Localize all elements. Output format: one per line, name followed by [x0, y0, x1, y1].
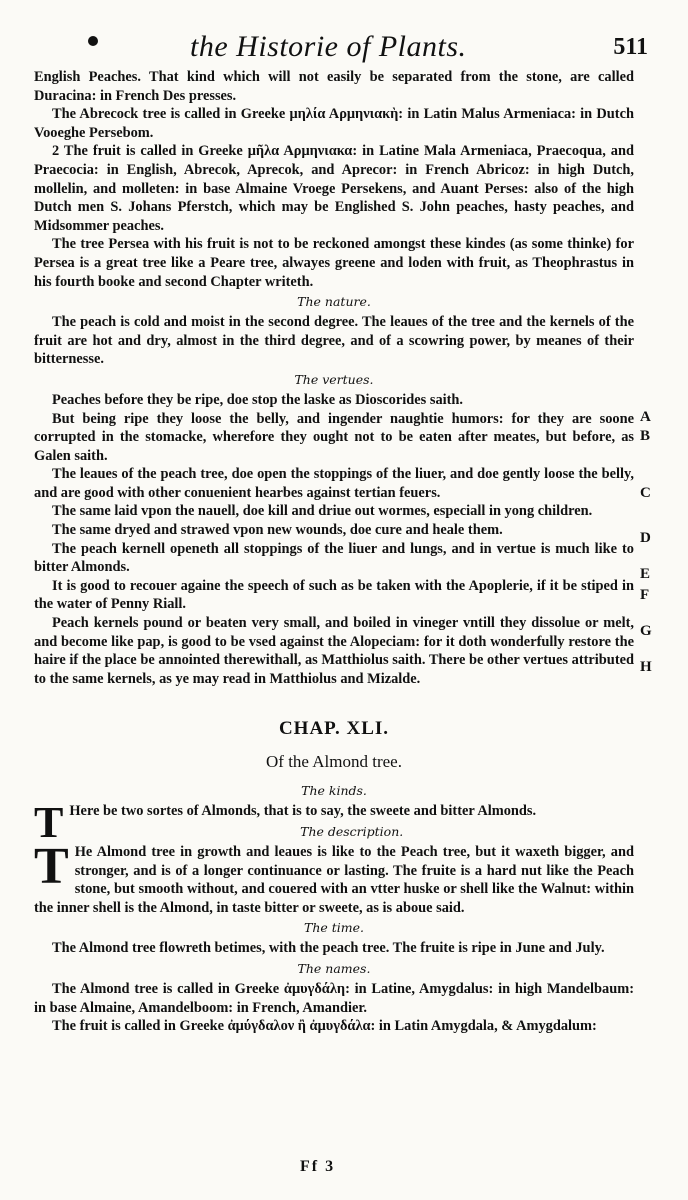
chapter-number: CHAP. XLI. [278, 718, 390, 740]
paragraph-time: The Almond tree flowreth betimes, with the peach tree. The fruite is ripe in June and July. [52, 940, 605, 957]
kinds-text: Here be two sortes of Almonds, that is to say, the sweete and bitter Almonds. [69, 803, 537, 820]
paragraph-names-fruit: The fruit is called in Greeke ἀμύγδαλον ἢ ἀμυγδάλα: in Latin Amygdala, & Amygdalum: [52, 1018, 597, 1035]
heading-time: The time. [303, 920, 364, 936]
paragraph-abrecock-names: The Abrecock tree is called in Greeke μηλία Αρμηνιακὴ: in Latin Malus Armeniaca: in Dutch Vooeghe Persebom. [34, 106, 634, 141]
heading-nature: The nature. [297, 294, 371, 310]
heading-vertues: The vertues. [294, 371, 374, 387]
vertue-g: It is good to recouer againe the speech of such as be taken with the Apoplerie, if it be stiped in the water of Penny Riall. [34, 577, 634, 613]
margin-letter-g: G [640, 623, 652, 639]
running-title: the Historie of Plants. [190, 30, 467, 63]
drop-cap-kinds: T [34, 798, 64, 848]
chapter-title: Of the Almond tree. [266, 752, 402, 772]
paragraph-nature: The peach is cold and moist in the second degree. The leaues of the tree and the kernels of the fruit are hot and dry, almost in the third degree, and of a scowring power, by meanes of their bitternesse. [34, 314, 634, 368]
paragraph-persea: The tree Persea with his fruit is not to be reckoned amongst these kindes (as some thinke) for Persea is a great tree like a Peare tree, alwayes greene and loden with fruit, as Theophrastus in his fourth booke and second Chapter writeth. [34, 236, 634, 290]
vertue-d: The same laid vpon the nauell, doe kill and driue out wormes, especiall in yong children. [52, 503, 593, 520]
margin-letter-e: E [640, 566, 651, 582]
margin-letter-c: C [640, 485, 651, 501]
margin-letter-d: D [640, 530, 651, 546]
vertue-h: Peach kernels pound or beaten very small, and boiled in vineger vntill they dissolue or melt, and become like pap, is good to be vsed against the Alopeciam: for it doth wonderfully restore the haire if the place be annointed therewithall, as Matthiolus saith. There be other vertues attributed to the same kernels, as ye may read in Matthiolus and Mizalde. [34, 615, 634, 687]
signature-mark: Ff 3 [300, 1158, 336, 1175]
page-number: 511 [613, 34, 648, 60]
vertue-c: The leaues of the peach tree, doe open the stoppings of the liuer, and doe gently loose the belly, and are good with other conuenient hearbes against tertian feuers. [34, 466, 634, 501]
page-header [0, 28, 688, 68]
heading-kinds: The kinds. [301, 783, 367, 799]
page-body [34, 68, 634, 1036]
drop-cap-description: T [34, 838, 69, 895]
heading-names: The names. [297, 960, 371, 976]
vertue-a: Peaches before they be ripe, doe stop the laske as Dioscorides saith. [52, 391, 464, 408]
paragraph-fruit-names: 2 The fruit is called in Greeke μῆλα Αρμηνιακα: in Latine Mala Armeniaca, Praecoqua, and Praecocia: in English, Abrecok, Aprecok, and Aprecor: in French Abricoz: in high Dutch, mollelin, and molleten: in base Almaine Vroege Persekens, and Auant Perses: also of the high Dutch men S. Johans Pferstch, which may be Englished S. John peaches, hasty peaches, and Midsommer peaches. [34, 143, 634, 234]
description-text: He Almond tree in growth and leaues is like to the Peach tree, but it waxeth bigger, and stronger, and is of a longer continuance or lasting. The fruite is a hard nut like the Peach stone, but smooth without, and couered with an vtter huske or shell like the Walnut: within the inner shell is the Almond, in taste bitter or sweete, as is aboue said. [34, 844, 634, 916]
vertue-f: The peach kernell openeth all stoppings of the liuer and lungs, and in vertue is much like to bitter Almonds. [34, 540, 634, 576]
margin-letter-h: H [640, 659, 652, 675]
paragraph-description [34, 838, 634, 917]
heading-description: The description. [300, 824, 404, 839]
margin-letter-a: A [640, 409, 651, 425]
vertue-b: But being ripe they loose the belly, and ingender naughtie humors: for they are soone corrupted in the stomacke, wherefore they ought not to be eaten after meates, but before, as Galen saith. [34, 410, 634, 464]
paragraph-names-tree: The Almond tree is called in Greeke ἀμυγδάλη: in Latine, Amygdalus: in high Mandelbaum: in base Almaine, Amandelboom: in French, Amandier. [34, 980, 634, 1016]
vertue-e: The same dryed and strawed vpon new wounds, doe cure and heale them. [52, 522, 503, 539]
margin-letter-b: B [640, 428, 651, 444]
paragraph-english-peaches: English Peaches. That kind which will not easily be separated from the stone, are called Duracina: in French Des presses. [34, 69, 634, 104]
margin-letter-f: F [640, 587, 650, 603]
